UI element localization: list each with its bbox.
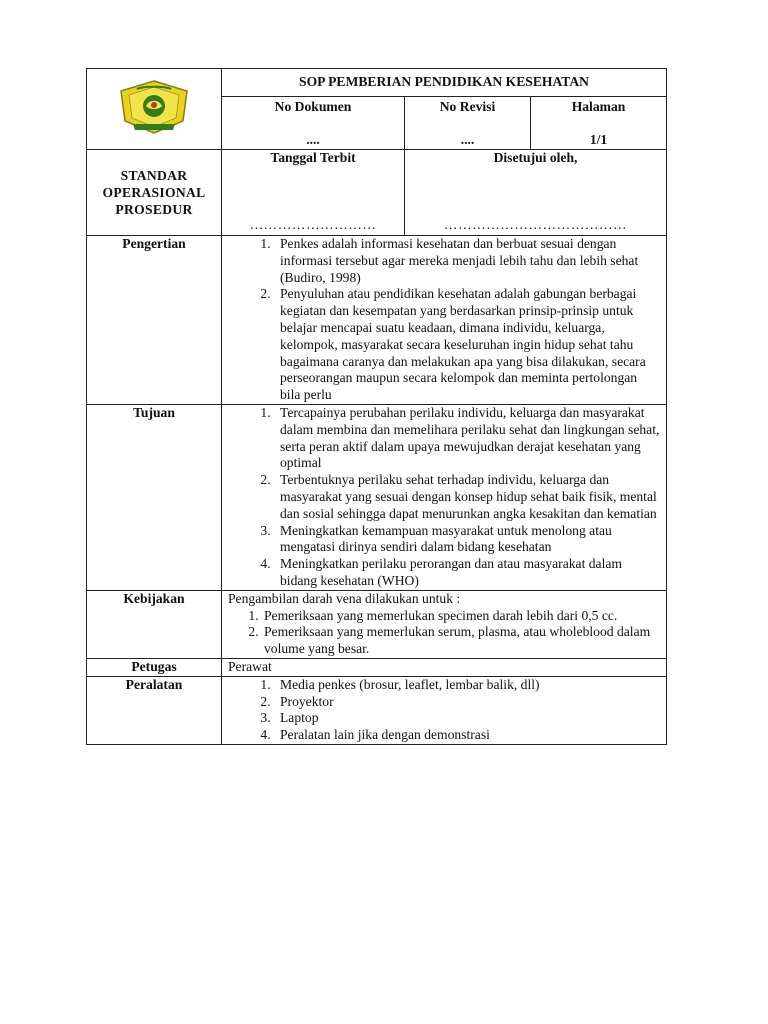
kebijakan-intro: Pengambilan darah vena dilakukan untuk : [228,590,461,606]
tanggal-terbit-label: Tanggal Terbit [270,150,356,165]
no-revisi-label: No Revisi [439,99,496,114]
kebijakan-label: Kebijakan [87,590,222,658]
list-item: 1. Pemeriksaan yang memerlukan specimen darah lebih dari 0,5 cc. [262,608,660,625]
standar-operasional-prosedur [87,150,222,236]
halaman-label: Halaman [571,99,626,114]
list-item: 4. Peralatan lain jika dengan demonstrasi [274,727,660,744]
document-title: SOP PEMBERIAN PENDIDIKAN KESEHATAN [222,69,667,97]
tujuan-label: Tujuan [87,404,222,590]
list-item: 2. Penyuluhan atau pendidikan kesehatan adalah gabungan berbagai kegiatan dan kesempatan yang berdasarkan prinsip-prinsip untuk belajar mencapai suatu keadaan, dimana individu, keluarga, kelompok, masyarakat secara keseluruhan ingin hidup sehat tahu bagaimana caranya dan melakukan apa yang bisa dilakukan, secara perseorangan maupun secara kelompok dan meminta pertolongan bila perlu [274,286,660,404]
no-revisi-cell [405,97,531,150]
list-item: 2. Terbentuknya perilaku sehat terhadap individu, keluarga dan masyarakat yang sesuai dengan konsep hidup sehat baik fisik, mental dan sosial sehingga dapat menurunkan angka kesakitan dan kematian [274,472,660,522]
no-dokumen-label: No Dokumen [274,99,352,114]
standar-line-2: OPERASIONAL [102,185,206,200]
pengertian-list [228,236,660,404]
peralatan-content [222,676,667,744]
logo-cell [87,69,222,150]
tujuan-content [222,404,667,590]
list-item: 1. Media penkes (brosur, leaflet, lembar balik, dll) [274,677,660,694]
kebijakan-list [228,608,660,658]
institution-seal-icon [113,77,195,137]
tanggal-terbit-dots: ……………………… [249,217,377,233]
kebijakan-content [222,590,667,658]
petugas-label: Petugas [87,658,222,676]
list-item: 2. Pemeriksaan yang memerlukan serum, plasma, atau wholeblood dalam volume yang besar. [262,624,660,658]
pengertian-content [222,236,667,405]
disetujui-cell [405,150,667,236]
no-revisi-value: .... [460,132,475,148]
pengertian-label: Pengertian [87,236,222,405]
petugas-value: Perawat [222,658,667,676]
halaman-value: 1/1 [589,132,608,148]
list-item: 4. Meningkatkan perilaku perorangan dan atau masyarakat dalam bidang kesehatan (WHO) [274,556,660,590]
tanggal-terbit-cell [222,150,405,236]
peralatan-list [228,677,660,744]
list-item: 2. Proyektor [274,694,660,711]
disetujui-dots: ………………………………… [443,217,628,233]
standar-line-1: STANDAR [120,168,188,183]
tujuan-list [228,405,660,590]
list-item: 1. Tercapainya perubahan perilaku individu, keluarga dan masyarakat dalam membina dan memelihara perilaku sehat dan lingkungan sehat, serta peran aktif dalam upaya mewujudkan derajat kesehatan yang optimal [274,405,660,472]
peralatan-label: Peralatan [87,676,222,744]
standar-line-3: PROSEDUR [115,202,193,217]
list-item: 3. Meningkatkan kemampuan masyarakat untuk menolong atau mengatasi dirinya sendiri dalam bidang kesehatan [274,523,660,557]
list-item: 1. Penkes adalah informasi kesehatan dan berbuat sesuai dengan informasi tersebut agar mereka menjadi lebih tahu dan lebih sehat (Budiro, 1998) [274,236,660,286]
halaman-cell [531,97,667,150]
disetujui-label: Disetujui oleh, [493,150,578,165]
sop-table [86,68,667,745]
no-dokumen-value: .... [306,132,320,148]
no-dokumen-cell [222,97,405,150]
list-item: 3. Laptop [274,710,660,727]
